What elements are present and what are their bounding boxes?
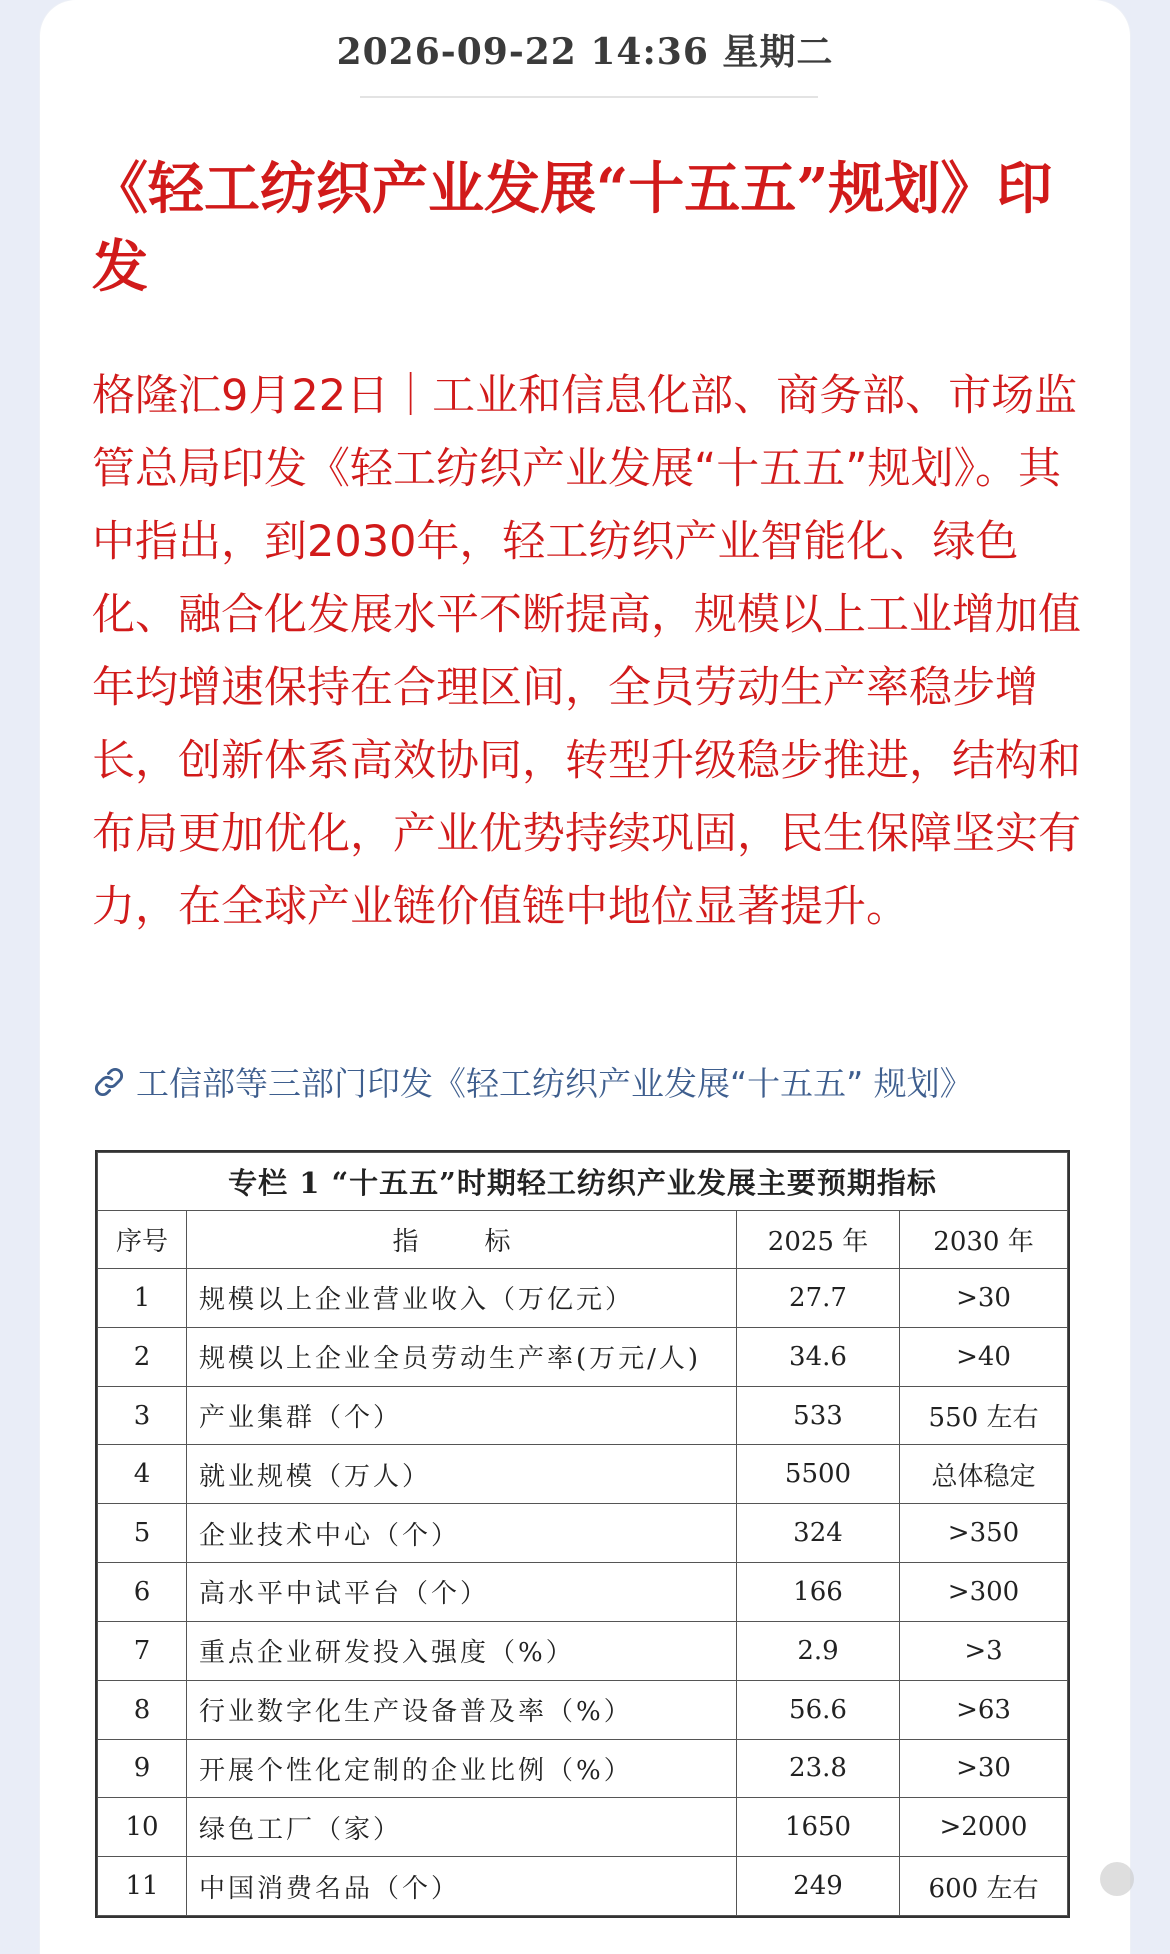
row-value-2030: >30: [900, 1739, 1068, 1798]
row-value-2030: 550 左右: [900, 1386, 1068, 1445]
date-divider: [360, 96, 818, 98]
row-no: 8: [98, 1680, 187, 1739]
row-value-2025: 23.8: [737, 1739, 900, 1798]
related-article-link[interactable]: [92, 1058, 973, 1105]
row-value-2030: >30: [900, 1269, 1068, 1328]
row-value-2025: 324: [737, 1504, 900, 1563]
table-row: [98, 1563, 1068, 1622]
row-no: 7: [98, 1621, 187, 1680]
row-value-2030: >2000: [900, 1798, 1068, 1857]
row-value-2025: 1650: [737, 1798, 900, 1857]
table-caption-row: [98, 1153, 1068, 1211]
row-no: 9: [98, 1739, 187, 1798]
row-value-2030: >3: [900, 1621, 1068, 1680]
row-value-2025: 249: [737, 1857, 900, 1916]
row-value-2030: >350: [900, 1504, 1068, 1563]
header-2025: 2025 年: [737, 1211, 900, 1269]
row-no: 1: [98, 1269, 187, 1328]
header-indicator: 指 标: [187, 1211, 737, 1269]
related-article-link-text[interactable]: 工信部等三部门印发《轻工纺织产业发展“十五五” 规划》: [136, 1064, 973, 1103]
header-no: 序号: [98, 1211, 187, 1269]
row-value-2030: >40: [900, 1327, 1068, 1386]
row-value-2025: 533: [737, 1386, 900, 1445]
row-no: 6: [98, 1563, 187, 1622]
table-header-row: [98, 1211, 1068, 1269]
row-no: 5: [98, 1504, 187, 1563]
table-caption: 专栏 1 “十五五”时期轻工纺织产业发展主要预期指标: [98, 1153, 1068, 1211]
row-indicator-name: 中国消费名品（个）: [187, 1857, 737, 1916]
row-no: 2: [98, 1327, 187, 1386]
scroll-indicator[interactable]: [1100, 1862, 1134, 1896]
table-row: [98, 1445, 1068, 1504]
table-row: [98, 1680, 1068, 1739]
row-indicator-name: 高水平中试平台（个）: [187, 1563, 737, 1622]
table-row: [98, 1621, 1068, 1680]
table-body: [98, 1269, 1068, 1916]
link-icon: [92, 1065, 126, 1099]
row-indicator-name: 企业技术中心（个）: [187, 1504, 737, 1563]
row-indicator-name: 就业规模（万人）: [187, 1445, 737, 1504]
row-value-2025: 5500: [737, 1445, 900, 1504]
row-no: 10: [98, 1798, 187, 1857]
table-row: [98, 1386, 1068, 1445]
row-value-2030: >63: [900, 1680, 1068, 1739]
article-lead: 格隆汇9月22日｜工业和信息化部、商务部、市场监管总局印发《轻工纺织产业发展“十五五”规划》。其中指出，到2030年，轻工纺织产业智能化、绿色化、融合化发展水平不断提高，规模以上工业增加值年均增速保持在合理区间，全员劳动生产率稳步增长，创新体系高效协同，转型升级稳步推进，结构和布局更加优化，产业优势持续巩固，民生保障坚实有力，在全球产业链价值链中地位显著提升。: [92, 371, 1081, 932]
table-row: [98, 1798, 1068, 1857]
row-indicator-name: 重点企业研发投入强度（%）: [187, 1621, 737, 1680]
indicator-table-grid: [97, 1152, 1068, 1916]
table-row: [98, 1269, 1068, 1328]
table-row: [98, 1504, 1068, 1563]
row-value-2030: 总体稳定: [900, 1445, 1068, 1504]
row-value-2025: 2.9: [737, 1621, 900, 1680]
table-row: [98, 1857, 1068, 1916]
row-indicator-name: 规模以上企业营业收入（万亿元）: [187, 1269, 737, 1328]
row-indicator-name: 规模以上企业全员劳动生产率(万元/人): [187, 1327, 737, 1386]
table-row: [98, 1327, 1068, 1386]
header-2030: 2030 年: [900, 1211, 1068, 1269]
publish-datetime: 2026-09-22 14:36 星期二: [336, 31, 834, 73]
row-value-2025: 27.7: [737, 1269, 900, 1328]
table-row: [98, 1739, 1068, 1798]
row-value-2030: 600 左右: [900, 1857, 1068, 1916]
row-value-2025: 56.6: [737, 1680, 900, 1739]
row-value-2030: >300: [900, 1563, 1068, 1622]
row-indicator-name: 产业集群（个）: [187, 1386, 737, 1445]
article-title: 《轻工纺织产业发展“十五五”规划》印发: [92, 156, 1053, 300]
row-indicator-name: 行业数字化生产设备普及率（%）: [187, 1680, 737, 1739]
row-no: 4: [98, 1445, 187, 1504]
row-indicator-name: 开展个性化定制的企业比例（%）: [187, 1739, 737, 1798]
row-indicator-name: 绿色工厂（家）: [187, 1798, 737, 1857]
row-value-2025: 34.6: [737, 1327, 900, 1386]
indicator-table: [95, 1150, 1070, 1918]
row-no: 11: [98, 1857, 187, 1916]
row-no: 3: [98, 1386, 187, 1445]
article-card: [40, 0, 1130, 1954]
row-value-2025: 166: [737, 1563, 900, 1622]
